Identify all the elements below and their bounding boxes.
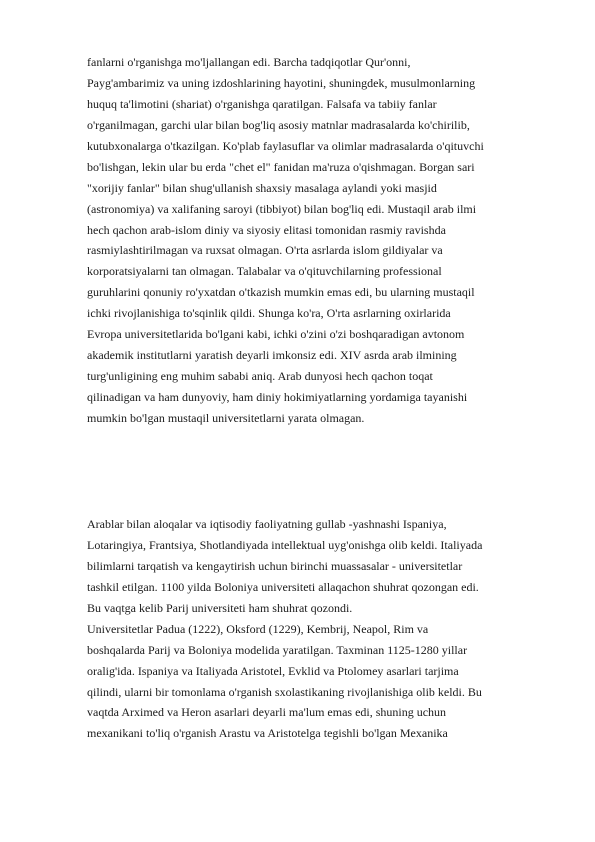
text-line: hech qachon arab-islom diniy va siyosiy elitasi tomonidan rasmiy ravishda [87,222,446,237]
text-line: mexanikani to'liq o'rganish Arastu va Aristotelga tegishli bo'lgan Mexanika [87,726,448,741]
text-line: Evropa universitetlarida bo'lgani kabi, ichki o'zini o'zi boshqaradigan avtonom [87,327,465,342]
text-line: (astronomiya) va xalifaning saroyi (tibbiyot) bilan bog'liq edi. Mustaqil arab ilmi [87,201,477,216]
text-line: ichki rivojlanishiga to'sqinlik qildi. Shunga ko'ra, O'rta asrlarning oxirlarida [87,306,451,321]
text-line: bo'lishgan, lekin ular bu erda "chet el" fanidan ma'ruza o'qishmagan. Borgan sari [87,159,475,174]
text-line: oralig'ida. Ispaniya va Italiyada Aristotel, Evklid va Ptolomey asarlari tarjima [87,663,459,678]
text-line: Bu vaqtga kelib Parij universiteti ham shuhrat qozondi. [87,600,353,615]
text-line: qilinadigan va ham dunyoviy, ham diniy hokimiyatlarning yordamiga tayanishi [87,390,468,404]
text-line: korporatsiyalarni tan olmagan. Talabalar va o'qituvchilarning professional [87,264,442,279]
text-line: boshqalarda Parij va Boloniya modelida yaratilgan. Taxminan 1125-1280 yillar [87,642,468,657]
text-line: kutubxonalarga o'tkazilgan. Ko'plab faylasuflar va olimlar madrasalarda o'qituvchi [87,138,484,153]
paragraph-1 [87,52,557,429]
text-line: fanlarni o'rganishga mo'ljallangan edi. Barcha tadqiqotlar Qur'onni, [87,55,411,69]
text-line: tashkil etilgan. 1100 yilda Boloniya universiteti allaqachon shuhrat qozongan edi. [87,579,479,594]
text-line: "xorijiy fanlar" bilan shug'ullanish shaxsiy masalaga aylandi yoki masjid [87,180,437,195]
text-line: akademik institutlarni yaratish deyarli imkonsiz edi. XIV asrda arab ilmining [87,348,457,363]
text-line: bilimlarni tarqatish va kengaytirish uchun birinchi muassasalar - universitetlar [87,558,463,573]
paragraph-2 [87,514,557,744]
text-line: Payg'ambarimiz va uning izdoshlarining hayotini, shuningdek, musulmonlarning [87,75,476,90]
text-line: qilindi, ularni bir tomonlama o'rganish sxolastikaning rivojlanishiga olib keldi. Bu [87,684,482,699]
text-line: vaqtda Arximed va Heron asarlari deyarli ma'lum emas edi, shuning uchun [87,705,447,720]
text-line: mumkin bo'lgan mustaqil universitetlarni yarata olmagan. [87,410,365,425]
text-line: rasmiylashtirilmagan va ruxsat olmagan. O'rta asrlarda islom gildiyalar va [87,243,443,258]
text-line: o'rganilmagan, garchi ular bilan bog'liq asosiy matnlar madrasalarda ko'chirilib, [87,117,470,132]
text-line: huquq ta'limotini (shariat) o'rganishga qaratilgan. Falsafa va tabiiy fanlar [87,96,437,111]
text-line: guruhlarini qonuniy ro'yxatdan o'tkazish mumkin emas edi, bu ularning mustaqil [87,285,475,300]
text-line: Arablar bilan aloqalar va iqtisodiy faoliyatning gullab -yashnashi Ispaniya, [87,517,447,531]
text-line: Lotaringiya, Frantsiya, Shotlandiyada intellektual uyg'onishga olib keldi. Italiyada [87,537,483,552]
text-line: Universitetlar Padua (1222), Oksford (1229), Kembrij, Neapol, Rim va [87,621,429,636]
text-line: turg'unligining eng muhim sababi aniq. Arab dunyosi hech qachon toqat [87,369,433,384]
